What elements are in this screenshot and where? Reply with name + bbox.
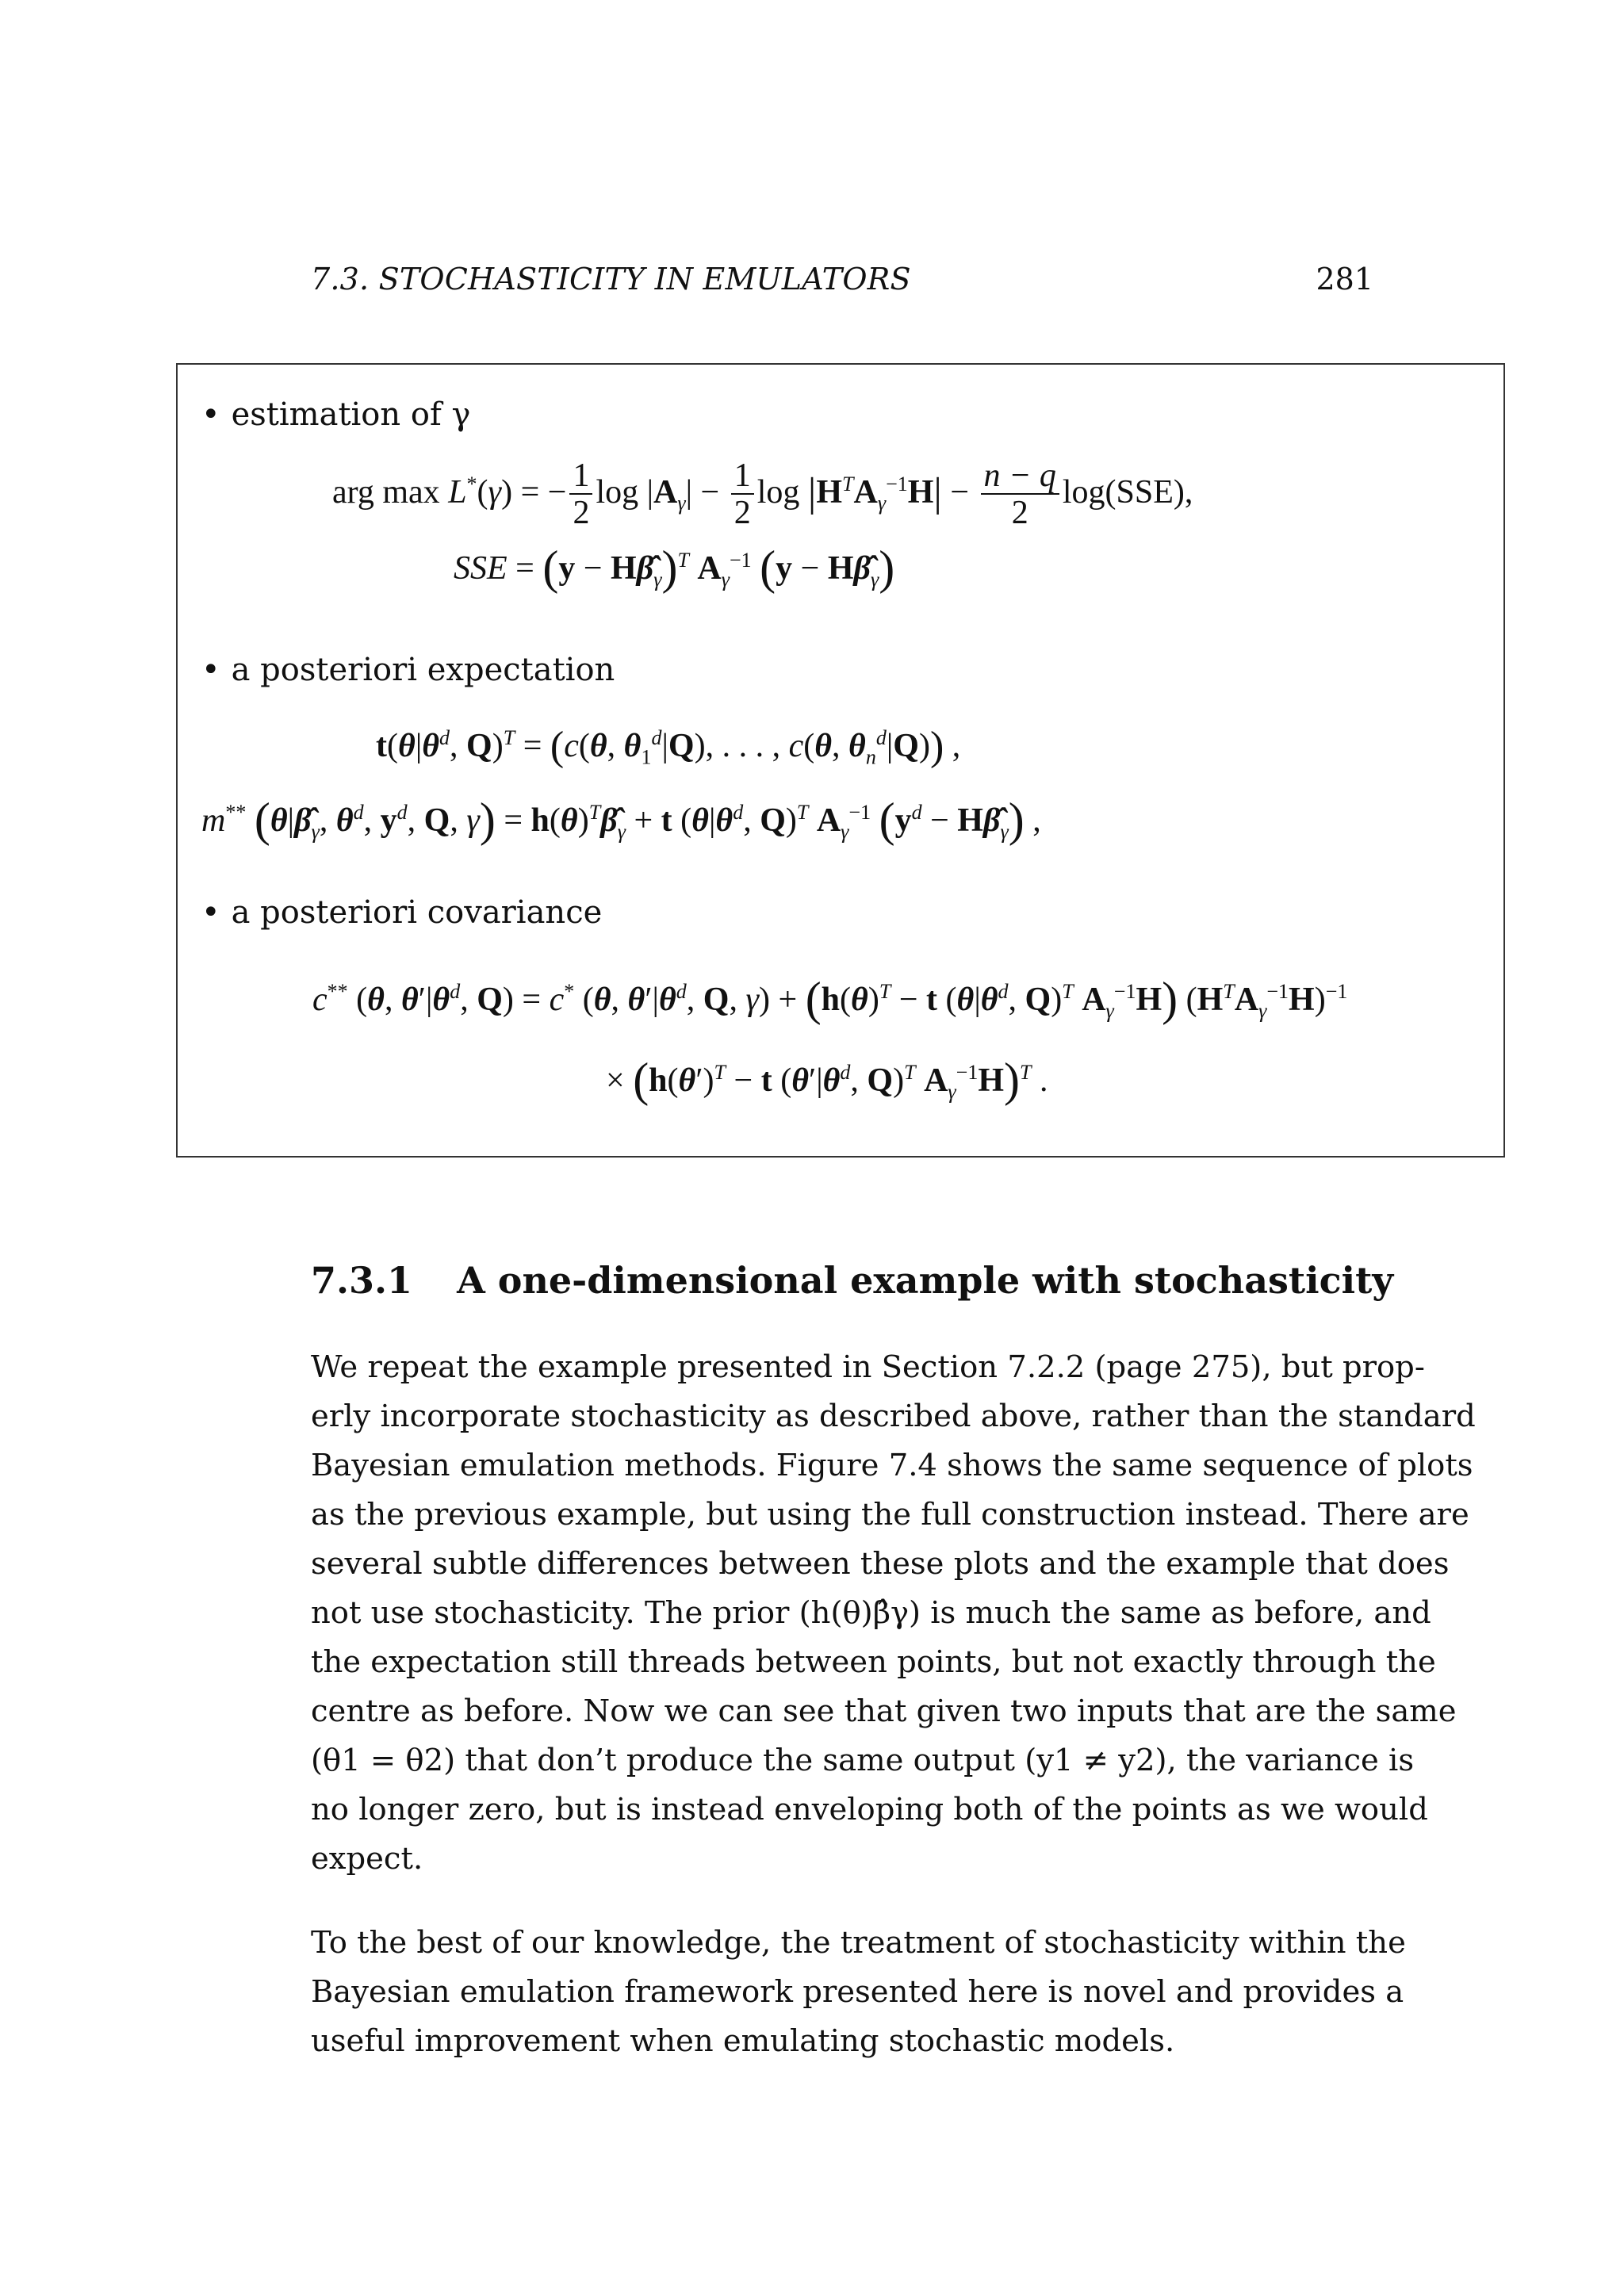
text-line: centre as before. Now we can see that given two inputs that are the same xyxy=(311,1693,1457,1729)
paragraph-2 xyxy=(311,1919,1406,2066)
equation-c-star-1: c** (θ, $\theta'|\theta^d$, Q) = c* (θ, $\theta'|\theta^d$, Q, $\gamma) + (h(\theta)^T - t$ ($\theta|\theta^d$, Q)$^T$ $A_\gamma^{-1}H$) $(H^TA_\gamma^{-1}H)^{-1}$ xyxy=(312,973,1348,1025)
bullet-estimation: • estimation of γ xyxy=(201,396,471,433)
paragraph-1 xyxy=(311,1343,1476,1884)
text-line: the expectation still threads between points, but not exactly through the xyxy=(311,1644,1436,1680)
bullet-label: a posteriori expectation xyxy=(231,652,615,688)
sse-label: SSE xyxy=(454,550,508,587)
section-title: A one-dimensional example with stochasticity xyxy=(457,1259,1394,1302)
text-line: Bayesian emulation methods. Figure 7.4 shows the same sequence of plots xyxy=(311,1448,1473,1483)
equation-c-star-2: × ($h(\theta')^T - t$ ($\theta'|\theta^d$, Q)$^T$ $A_\gamma^{-1}H)^T$ . xyxy=(606,1054,1048,1106)
text-line: as the previous example, but using the full construction instead. There are xyxy=(311,1497,1469,1533)
summary-box xyxy=(176,363,1505,1158)
equation-t: $t(\theta|\theta^d$, Q)$^T$ = (c(θ, $\theta_1^d|Q$), . . . , c(θ, $\theta_n^d|Q$)) , xyxy=(376,724,961,769)
text-line: (θ1 = θ2) that don’t produce the same output (y1 ≠ y2), the variance is xyxy=(311,1743,1415,1778)
section-number: 7.3.1 xyxy=(311,1259,413,1302)
bullet-label: estimation of γ xyxy=(231,396,471,433)
page-header xyxy=(311,262,1373,309)
running-title: 7.3. STOCHASTICITY IN EMULATORS xyxy=(311,262,911,297)
text-line: no longer zero, but is instead enveloping both of the points as we would xyxy=(311,1792,1428,1827)
text-line: expect. xyxy=(311,1841,423,1877)
text-line: We repeat the example presented in Section 7.2.2 (page 275), but prop- xyxy=(311,1349,1425,1385)
section-heading xyxy=(311,1259,1393,1302)
text-line: Bayesian emulation framework presented here is novel and provides a xyxy=(311,1974,1404,2010)
text-line: not use stochasticity. The prior (h(θ)β̂γ) is much the same as before, and xyxy=(311,1595,1431,1631)
equation-m-star: m** ($\theta|\betâ_\gamma$, $\theta^d$, $y^d$, Q, $\gamma) = h(\theta)^T\betâ_\gamma + t$ ($\theta|\theta^d$, Q)$^T$ $A_\gamma^{-1}$ ($y^d$ − $H\betâ_\gamma$) , xyxy=(201,794,1041,846)
text-line: To the best of our knowledge, the treatment of stochasticity within the xyxy=(311,1925,1406,1961)
page-number: 281 xyxy=(1316,262,1373,297)
text-line: several subtle differences between these plots and the example that does xyxy=(311,1546,1450,1582)
text-line: erly incorporate stochasticity as described above, rather than the standard xyxy=(311,1399,1476,1434)
equation-sse: SSE = $(y - H\betâ_\gamma)^T$ $A_\gamma^{-1}$ $(y - H\betâ_\gamma)$ xyxy=(454,541,895,594)
bullet-covariance: • a posteriori covariance xyxy=(201,894,603,931)
argmax-label: arg max xyxy=(332,473,440,511)
bullet-expectation: • a posteriori expectation xyxy=(201,652,615,688)
text-line: useful improvement when emulating stochastic models. xyxy=(311,2023,1175,2059)
equation-argmax: arg max L*(γ) = − $\frac{1}{2}$ $\log |A_\gamma|$ − $\frac{1}{2}$ $\log |H^TA_\gamma^{-1}H|$ − $\frac{n - q}{2}$ log(SSE), xyxy=(332,457,1193,532)
log-sse: log(SSE), xyxy=(1062,473,1193,511)
bullet-label: a posteriori covariance xyxy=(231,894,603,931)
